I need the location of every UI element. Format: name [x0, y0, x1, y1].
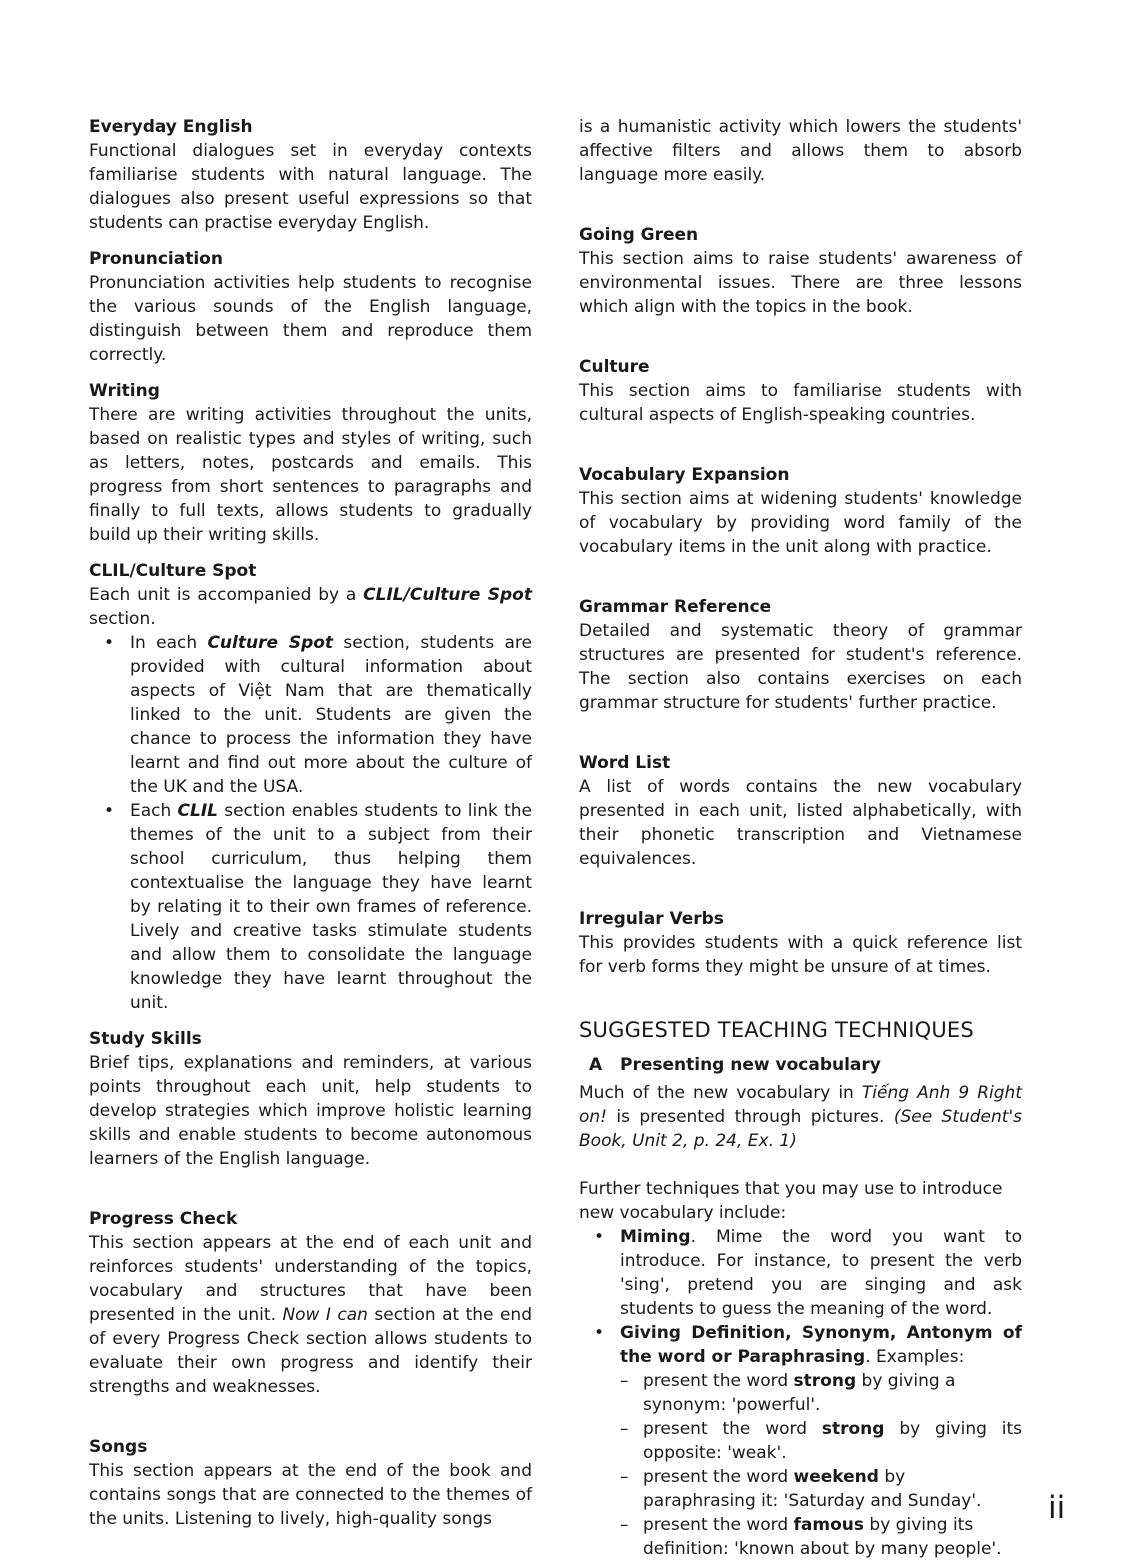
right-column: [579, 115, 1022, 1561]
section-body: is a humanistic activity which lowers the students' affective filters and allows them to absorb language more easily.: [579, 117, 1022, 185]
example-item: – present the word weekend by paraphrasing it: 'Saturday and Sunday'.: [620, 1465, 1022, 1513]
section-songs-continued: [579, 115, 1022, 187]
section-body: This section aims to familiarise students with cultural aspects of English-speaking countries.: [579, 381, 1022, 425]
example-item: – present the word strong by giving its opposite: 'weak'.: [620, 1417, 1022, 1465]
example-item: – present the word famous by giving its definition: 'known about by many people'.: [620, 1513, 1022, 1561]
section-title: Culture: [579, 357, 650, 377]
section-culture: [579, 355, 1022, 427]
section-grammar-reference: [579, 595, 1022, 715]
section-body: Detailed and systematic theory of grammar structures are presented for student's reference. The section also contains exercises on each grammar structure for students' further practice.: [579, 621, 1022, 713]
technique-definition: • Giving Definition, Synonym, Antonym of the word or Paraphrasing. Examples: – present the word strong by giving a synonym: 'powerful'. – present the word strong by giving its opposite: 'weak'. – present the word weekend by paraphrasing it: 'Saturday and Sunday'. – present the word famous by giving its definition: 'known about by many people'.: [579, 1321, 1022, 1561]
section-writing: [89, 379, 532, 547]
section-title: Grammar Reference: [579, 597, 772, 617]
section-songs: [89, 1435, 532, 1531]
section-body: Pronunciation activities help students to recognise the various sounds of the English language, distinguish between them and reproduce them correctly.: [89, 273, 532, 365]
section-body: There are writing activities throughout the units, based on realistic types and styles of writing, such as letters, notes, postcards and emails. This progress from short sentences to paragraphs and finally to full texts, allows students to gradually build up their writing skills.: [89, 405, 532, 545]
section-progress-check: [89, 1207, 532, 1399]
section-teaching-techniques: [579, 1015, 1022, 1561]
section-title: Pronunciation: [89, 249, 223, 269]
bullet-item: • Each CLIL section enables students to link the themes of the unit to a subject from their school curriculum, thus helping them contextualise the language they have learnt by relating it to their own frames of reference. Lively and creative tasks stimulate students and allow them to consolidate the language knowledge they have learnt throughout the unit.: [89, 799, 532, 1015]
technique-miming: • Miming. Mime the word you want to introduce. For instance, to present the verb 'sing', pretend you are singing and ask students to guess the meaning of the word.: [579, 1225, 1022, 1321]
section-body: A list of words contains the new vocabulary presented in each unit, listed alphabetically, with their phonetic transcription and Vietnamese equivalences.: [579, 777, 1022, 869]
section-title: CLIL/Culture Spot: [89, 561, 257, 581]
techniques-intro: Much of the new vocabulary in Tiếng Anh 9 Right on! is presented through pictures. (See Student's Book, Unit 2, p. 24, Ex. 1): [579, 1083, 1022, 1151]
section-clil-culture-spot: [89, 559, 532, 1015]
techniques-heading: SUGGESTED TEACHING TECHNIQUES: [579, 1018, 974, 1042]
section-body: Functional dialogues set in everyday contexts familiarise students with natural language. The dialogues also present useful expressions so that students can practise everyday English.: [89, 141, 532, 233]
section-going-green: [579, 223, 1022, 319]
section-title: Songs: [89, 1437, 148, 1457]
page-number: ii: [1048, 1490, 1066, 1526]
section-title: Vocabulary Expansion: [579, 465, 790, 485]
left-column: [89, 115, 532, 1543]
section-body: Each unit is accompanied by a CLIL/Culture Spot section.: [89, 585, 532, 629]
section-everyday-english: [89, 115, 532, 235]
section-body: This section aims at widening students' knowledge of vocabulary by providing word family of the vocabulary items in the unit along with practice.: [579, 489, 1022, 557]
section-body: This section aims to raise students' awareness of environmental issues. There are three lessons which align with the topics in the book.: [579, 249, 1022, 317]
technique-list: [579, 1225, 1022, 1561]
section-title: Word List: [579, 753, 671, 773]
section-title: Study Skills: [89, 1029, 202, 1049]
section-pronunciation: [89, 247, 532, 367]
section-title: Progress Check: [89, 1209, 238, 1229]
section-title: Everyday English: [89, 117, 253, 137]
section-body: This provides students with a quick reference list for verb forms they might be unsure of at times.: [579, 933, 1022, 977]
subsection-title: A Presenting new vocabulary: [589, 1055, 881, 1075]
section-body: This section appears at the end of the book and contains songs that are connected to the themes of the units. Listening to lively, high-quality songs: [89, 1461, 532, 1529]
example-list: [620, 1369, 1022, 1561]
section-body: Brief tips, explanations and reminders, at various points throughout each unit, help students to develop strategies which improve holistic learning skills and enable students to become autonomous learners of the English language.: [89, 1053, 532, 1169]
section-body: This section appears at the end of each unit and reinforces students' understanding of the topics, vocabulary and structures that have been presented in the unit. Now I can section at the end of every Progress Check section allows students to evaluate their own progress and identify their strengths and weaknesses.: [89, 1233, 532, 1397]
section-word-list: [579, 751, 1022, 871]
section-title: Irregular Verbs: [579, 909, 724, 929]
section-study-skills: [89, 1027, 532, 1171]
bullet-item: • In each Culture Spot section, students are provided with cultural information about aspects of Việt Nam that are thematically linked to the unit. Students are given the chance to process the information they have learnt and find out more about the culture of the UK and the USA.: [89, 631, 532, 799]
techniques-further: Further techniques that you may use to introduce new vocabulary include:: [579, 1179, 1003, 1223]
bullet-list: [89, 631, 532, 1015]
example-item: – present the word strong by giving a synonym: 'powerful'.: [620, 1369, 1022, 1417]
section-irregular-verbs: [579, 907, 1022, 979]
section-title: Going Green: [579, 225, 699, 245]
section-vocabulary-expansion: [579, 463, 1022, 559]
section-title: Writing: [89, 381, 160, 401]
